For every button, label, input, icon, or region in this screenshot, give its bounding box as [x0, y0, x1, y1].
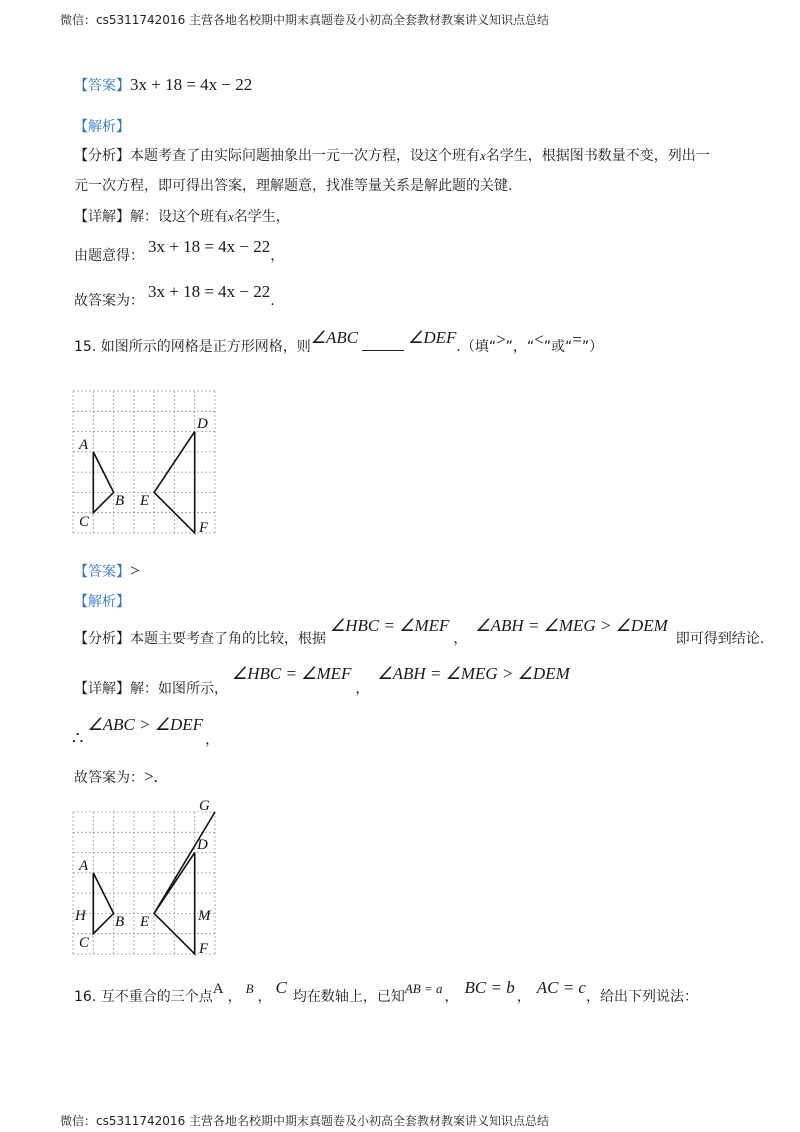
- detail-tag: 【详解】: [74, 681, 130, 697]
- punct: ，: [257, 989, 272, 1005]
- punct: ，: [227, 989, 242, 1005]
- label-d: D: [197, 837, 208, 853]
- answer-tag: 【答案】: [74, 78, 130, 94]
- final-label: 故答案为：: [74, 770, 144, 786]
- question-number: 15.: [74, 339, 97, 355]
- final-answer: >.: [144, 767, 158, 786]
- q14-fenxi-line2: 元一次方程，即可得出答案，理解题意，找准等量关系是解此题的关键.: [74, 178, 513, 194]
- q14-given-line: [74, 237, 285, 264]
- answer-tag: 【答案】: [74, 564, 130, 580]
- equation-ab: AB = a: [404, 981, 443, 996]
- question-number: 16.: [74, 989, 97, 1005]
- equation-ac: AC = c: [536, 978, 586, 997]
- fenxi-equation-1: ∠HBC = ∠MEF: [330, 616, 450, 635]
- variable-x: x: [228, 209, 234, 224]
- equation-bc: BC = b: [464, 978, 515, 997]
- detail-text: 名学生，: [233, 209, 290, 225]
- given-equation: 3x + 18 = 4x − 22: [148, 237, 271, 256]
- label-a: A: [79, 858, 89, 874]
- label-b: B: [115, 493, 125, 509]
- ray-eg: [154, 812, 215, 913]
- label-d: D: [197, 416, 208, 432]
- q15-detail-line: [74, 664, 570, 697]
- punct: ，: [205, 732, 220, 748]
- q15-therefore-line: [72, 714, 220, 748]
- q14-answer-line: [74, 75, 252, 95]
- given-label: 由题意得：: [74, 248, 144, 264]
- analysis-tag: 【解析】: [74, 119, 130, 135]
- detail-text: 解：设这个班有: [130, 209, 228, 225]
- label-m: M: [198, 908, 211, 924]
- stem-text: ”，“: [505, 339, 535, 355]
- label-f: F: [199, 941, 209, 957]
- q14-fenxi-line1: [74, 145, 710, 165]
- q14-final-line: [74, 282, 275, 309]
- q15-final-line: [74, 767, 158, 787]
- stem-text: ”）: [581, 339, 604, 355]
- answer-blank: [362, 338, 404, 351]
- fenxi-text: 名学生，根据图书数量不变，列出一: [485, 148, 710, 164]
- q15-stem: [74, 328, 604, 356]
- fenxi-text: 即可得到结论.: [675, 631, 765, 647]
- punct: ，: [444, 989, 459, 1005]
- fenxi-tag: 【分析】: [74, 631, 130, 647]
- fenxi-tag: 【分析】: [74, 148, 130, 164]
- stem-text: 互不重合的三个点: [100, 989, 213, 1005]
- stem-text: ”或“: [543, 339, 573, 355]
- final-label: 故答案为：: [74, 293, 144, 309]
- q15-fenxi-line: [74, 616, 765, 647]
- page-footer: 微信：cs5311742016 主营各地名校期中期末真题卷及小初高全套教材教案讲义知识点总结: [60, 1114, 550, 1128]
- detail-equation-1: ∠HBC = ∠MEF: [232, 664, 352, 683]
- final-equation: 3x + 18 = 4x − 22: [148, 282, 271, 301]
- label-c: C: [79, 935, 90, 951]
- triangle-abc: [93, 873, 113, 934]
- punct: ，: [270, 248, 285, 264]
- angle-def: ∠DEF: [408, 328, 457, 347]
- point-a: A: [212, 981, 224, 997]
- stem-text: 如图所示的网格是正方形网格，则: [100, 339, 311, 355]
- fenxi-text: 本题考查了由实际问题抽象出一元一次方程，设这个班有: [130, 148, 480, 164]
- option-greater: >: [496, 330, 506, 349]
- label-f: F: [199, 520, 209, 536]
- label-e: E: [140, 914, 150, 930]
- point-b: B: [245, 981, 254, 996]
- detail-equation-2: ∠ABH = ∠MEG > ∠DEM: [377, 664, 570, 683]
- variable-x: x: [480, 148, 486, 163]
- detail-text: 解：如图所示，: [130, 681, 228, 697]
- option-equal: =: [572, 330, 582, 349]
- answer-equation: 3x + 18 = 4x − 22: [130, 75, 253, 94]
- label-g: G: [199, 798, 210, 814]
- label-a: A: [79, 437, 89, 453]
- punct: ，: [453, 631, 468, 647]
- q15-answer-line: [74, 561, 140, 581]
- fenxi-text: 本题主要考查了角的比较，根据: [130, 631, 326, 647]
- stem-text: .（填“: [456, 339, 497, 355]
- therefore-equation: ∠ABC > ∠DEF: [87, 715, 204, 734]
- stem-text: ，给出下列说法：: [585, 989, 698, 1005]
- punct: ，: [516, 989, 531, 1005]
- fenxi-equation-2: ∠ABH = ∠MEG > ∠DEM: [475, 616, 668, 635]
- answer-value: >: [130, 561, 140, 580]
- q16-stem: [74, 978, 698, 1005]
- triangle-abc: [93, 452, 113, 513]
- label-e: E: [140, 493, 150, 509]
- label-h: H: [75, 908, 86, 924]
- triangle-def: [154, 432, 195, 533]
- analysis-tag: 【解析】: [74, 594, 130, 610]
- page-header: 微信：cs5311742016 主营各地名校期中期末真题卷及小初高全套教材教案讲义知识点总结: [60, 13, 550, 27]
- option-less: <: [534, 330, 544, 349]
- angle-abc: ∠ABC: [310, 328, 359, 347]
- point-c: C: [275, 978, 287, 997]
- stem-text: 均在数轴上，已知: [292, 989, 405, 1005]
- grid-figure-2: [73, 798, 215, 957]
- punct: ，: [355, 681, 370, 697]
- grid-figure-1: [73, 391, 215, 536]
- detail-tag: 【详解】: [74, 209, 130, 225]
- label-c: C: [79, 514, 90, 530]
- therefore-symbol: ∴: [72, 728, 84, 748]
- punct: .: [270, 293, 275, 309]
- q14-detail-line: [74, 206, 290, 226]
- label-b: B: [115, 914, 125, 930]
